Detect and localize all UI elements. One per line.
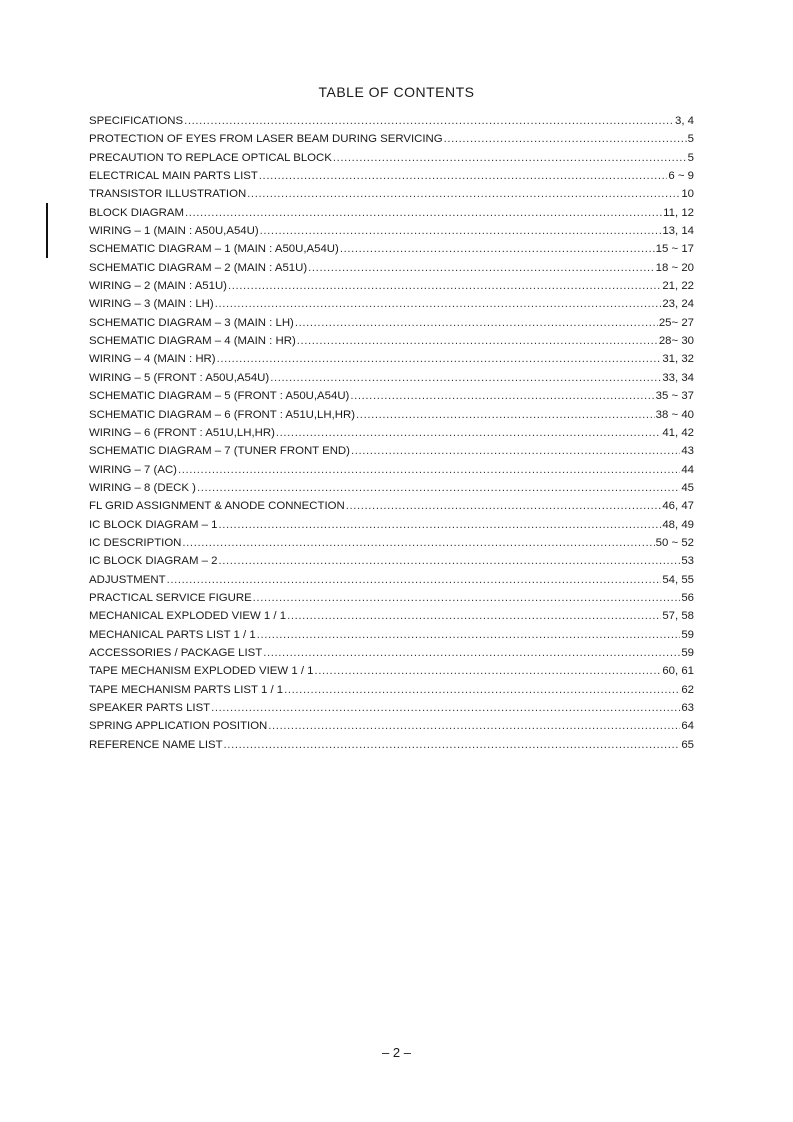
toc-entry-label: IC DESCRIPTION: [89, 536, 182, 549]
toc-leader-dots: [356, 406, 655, 424]
toc-entry[interactable]: [89, 149, 694, 167]
toc-entry-page: 18 ~ 20: [655, 261, 694, 274]
toc-entry-label: PRECAUTION TO REPLACE OPTICAL BLOCK: [89, 151, 332, 164]
toc-entry[interactable]: [89, 350, 694, 368]
toc-leader-dots: [351, 442, 680, 460]
toc-entry[interactable]: [89, 607, 694, 625]
toc-leader-dots: [211, 699, 680, 717]
toc-entry-page: 5: [687, 151, 694, 164]
toc-leader-dots: [263, 644, 680, 662]
toc-entry[interactable]: [89, 681, 694, 699]
toc-leader-dots: [287, 607, 661, 625]
toc-entry-label: MECHANICAL PARTS LIST 1 / 1: [89, 628, 256, 641]
toc-leader-dots: [253, 589, 681, 607]
toc-leader-dots: [340, 240, 655, 258]
toc-entry-label: ADJUSTMENT: [89, 573, 166, 586]
toc-entry-label: TRANSISTOR ILLUSTRATION: [89, 188, 247, 201]
toc-entry-label: WIRING – 3 (MAIN : LH): [89, 298, 214, 311]
toc-leader-dots: [308, 259, 655, 277]
toc-leader-dots: [219, 552, 681, 570]
toc-entry[interactable]: [89, 424, 694, 442]
toc-entry-page: 59: [681, 646, 694, 659]
toc-entry-page: 46, 47: [662, 500, 694, 513]
toc-entry-label: REFERENCE NAME LIST: [89, 738, 223, 751]
toc-entry[interactable]: [89, 479, 694, 497]
toc-leader-dots: [259, 167, 668, 185]
toc-entry[interactable]: [89, 167, 694, 185]
toc-leader-dots: [224, 736, 681, 754]
toc-leader-dots: [333, 149, 687, 167]
toc-leader-dots: [185, 204, 662, 222]
toc-entry[interactable]: [89, 112, 694, 130]
toc-entry-page: 25~ 27: [658, 316, 694, 329]
toc-leader-dots: [219, 516, 662, 534]
toc-entry[interactable]: [89, 534, 694, 552]
toc-entry-page: 10: [681, 188, 694, 201]
toc-leader-dots: [167, 571, 662, 589]
page-title: TABLE OF CONTENTS: [318, 84, 475, 100]
toc-entry-label: SPEAKER PARTS LIST: [89, 702, 211, 714]
toc-entry[interactable]: [89, 406, 694, 424]
toc-entry-label: FL GRID ASSIGNMENT & ANODE CONNECTION: [89, 500, 345, 513]
toc-entry[interactable]: [89, 516, 694, 534]
toc-leader-dots: [182, 534, 654, 552]
toc-entry-page: 50 ~ 52: [655, 536, 694, 549]
toc-entry-page: 65: [681, 738, 694, 751]
table-of-contents: [89, 112, 694, 754]
toc-leader-dots: [295, 314, 658, 332]
toc-entry-page: 56: [681, 591, 694, 604]
toc-entry-page: 43: [681, 445, 694, 458]
toc-entry-label: WIRING – 2 (MAIN : A51U): [89, 280, 227, 293]
toc-leader-dots: [315, 662, 662, 680]
toc-entry-page: 38 ~ 40: [655, 408, 694, 421]
toc-entry-label: IC BLOCK DIAGRAM – 1: [89, 518, 218, 531]
toc-leader-dots: [257, 626, 681, 644]
toc-entry-label: WIRING – 7 (AC): [89, 463, 177, 476]
toc-entry-page: 3, 4: [675, 115, 694, 127]
toc-entry[interactable]: [89, 130, 694, 148]
toc-entry-page: 15 ~ 17: [655, 243, 694, 256]
toc-entry-label: MECHANICAL EXPLODED VIEW 1 / 1: [89, 610, 287, 623]
toc-entry-page: 59: [681, 628, 694, 641]
toc-entry-label: ELECTRICAL MAIN PARTS LIST: [89, 170, 258, 183]
toc-leader-dots: [228, 277, 661, 295]
toc-entry[interactable]: [89, 552, 694, 570]
toc-leader-dots: [217, 350, 662, 368]
toc-leader-dots: [297, 332, 658, 350]
toc-entry-page: 63: [681, 702, 694, 714]
toc-entry-label: SCHEMATIC DIAGRAM – 1 (MAIN : A50U,A54U): [89, 243, 339, 256]
toc-entry-page: 31, 32: [662, 353, 694, 366]
toc-entry-label: SCHEMATIC DIAGRAM – 6 (FRONT : A51U,LH,HR): [89, 408, 356, 421]
toc-entry-page: 28~ 30: [658, 335, 694, 348]
toc-entry[interactable]: [89, 644, 694, 662]
toc-entry-page: 35 ~ 37: [655, 390, 694, 403]
toc-entry[interactable]: [89, 736, 694, 754]
binder-mark: [46, 203, 48, 258]
toc-entry-label: SCHEMATIC DIAGRAM – 3 (MAIN : LH): [89, 316, 294, 329]
toc-entry-page: 62: [681, 683, 694, 696]
toc-entry[interactable]: [89, 589, 694, 607]
toc-entry-label: WIRING – 6 (FRONT : A51U,LH,HR): [89, 426, 275, 439]
toc-entry-page: 45: [681, 481, 694, 494]
toc-entry[interactable]: [89, 662, 694, 680]
toc-entry-page: 54, 55: [662, 573, 694, 586]
toc-entry-label: WIRING – 1 (MAIN : A50U,A54U): [89, 225, 259, 238]
toc-entry-label: PRACTICAL SERVICE FIGURE: [89, 591, 252, 604]
toc-entry-label: ACCESSORIES / PACKAGE LIST: [89, 646, 263, 659]
toc-entry[interactable]: [89, 626, 694, 644]
toc-entry-page: 53: [681, 555, 694, 568]
toc-entry-page: 11, 12: [663, 206, 694, 219]
toc-entry-label: SCHEMATIC DIAGRAM – 4 (MAIN : HR): [89, 335, 296, 348]
toc-entry-label: PROTECTION OF EYES FROM LASER BEAM DURING SERVICING: [89, 133, 443, 146]
toc-entry-page: 21, 22: [662, 280, 694, 293]
toc-entry-label: SPECIFICATIONS: [89, 115, 184, 127]
toc-leader-dots: [350, 387, 654, 405]
toc-leader-dots: [260, 222, 662, 240]
toc-entry-label: SCHEMATIC DIAGRAM – 7 (TUNER FRONT END): [89, 445, 350, 458]
toc-entry[interactable]: [89, 204, 694, 222]
toc-leader-dots: [215, 295, 662, 313]
toc-entry[interactable]: [89, 369, 694, 387]
toc-entry[interactable]: [89, 314, 694, 332]
toc-leader-dots: [247, 185, 680, 203]
toc-entry-page: 41, 42: [662, 426, 694, 439]
toc-entry-page: 60, 61: [662, 665, 694, 678]
toc-entry[interactable]: [89, 571, 694, 589]
toc-entry-label: BLOCK DIAGRAM: [89, 206, 184, 219]
toc-entry-label: WIRING – 4 (MAIN : HR): [89, 353, 216, 366]
toc-leader-dots: [444, 130, 687, 148]
toc-leader-dots: [284, 681, 680, 699]
toc-entry-label: WIRING – 8 (DECK ): [89, 481, 196, 494]
toc-entry-page: 13, 14: [662, 225, 694, 238]
toc-entry-page: 6 ~ 9: [668, 170, 694, 183]
toc-entry[interactable]: [89, 185, 694, 203]
toc-leader-dots: [346, 497, 662, 515]
toc-entry-label: SPRING APPLICATION POSITION: [89, 720, 268, 733]
toc-entry[interactable]: [89, 332, 694, 350]
toc-leader-dots: [270, 369, 661, 387]
toc-entry-page: 48, 49: [662, 518, 694, 531]
toc-leader-dots: [268, 717, 680, 735]
toc-entry[interactable]: [89, 259, 694, 277]
toc-leader-dots: [197, 479, 680, 497]
toc-entry[interactable]: [89, 277, 694, 295]
toc-entry[interactable]: [89, 295, 694, 313]
toc-entry-label: SCHEMATIC DIAGRAM – 5 (FRONT : A50U,A54U): [89, 390, 350, 403]
toc-entry[interactable]: [89, 442, 694, 460]
toc-entry-label: IC BLOCK DIAGRAM – 2: [89, 555, 218, 568]
toc-entry[interactable]: [89, 240, 694, 258]
toc-entry-page: 44: [681, 463, 694, 476]
toc-entry-page: 5: [687, 133, 694, 146]
toc-entry-label: SCHEMATIC DIAGRAM – 2 (MAIN : A51U): [89, 261, 308, 274]
page-number: – 2 –: [382, 1045, 411, 1060]
toc-entry-page: 23, 24: [662, 298, 694, 311]
toc-entry-label: TAPE MECHANISM PARTS LIST 1 / 1: [89, 683, 284, 696]
toc-entry[interactable]: [89, 497, 694, 515]
toc-leader-dots: [276, 424, 661, 442]
toc-entry[interactable]: [89, 222, 694, 240]
toc-leader-dots: [184, 112, 674, 130]
toc-entry-page: 33, 34: [662, 371, 694, 384]
toc-entry-label: TAPE MECHANISM EXPLODED VIEW 1 / 1: [89, 665, 314, 678]
toc-entry[interactable]: [89, 717, 694, 735]
toc-entry-page: 57, 58: [662, 610, 694, 623]
toc-entry[interactable]: [89, 699, 694, 717]
toc-entry-page: 64: [681, 720, 694, 733]
toc-entry[interactable]: [89, 387, 694, 405]
toc-leader-dots: [178, 461, 680, 479]
toc-entry[interactable]: [89, 461, 694, 479]
toc-entry-label: WIRING – 5 (FRONT : A50U,A54U): [89, 371, 270, 384]
